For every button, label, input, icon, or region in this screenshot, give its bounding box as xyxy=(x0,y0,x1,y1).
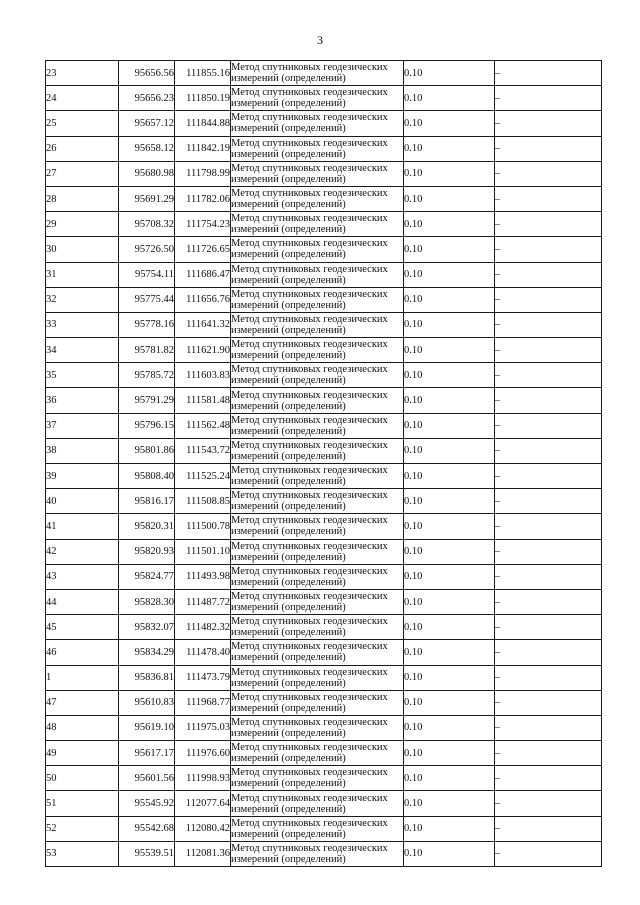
method-line-1: Метод спутниковых геодезических xyxy=(231,565,388,577)
table-row xyxy=(46,791,602,816)
method-cell xyxy=(231,212,404,237)
method-cell xyxy=(231,841,404,866)
method-cell xyxy=(231,715,404,740)
y-coordinate-cell: 111501.10 xyxy=(175,539,231,564)
y-coordinate-cell: 111782.06 xyxy=(175,186,231,211)
table-row xyxy=(46,715,602,740)
table-row xyxy=(46,438,602,463)
description-cell: – xyxy=(495,615,602,640)
method-line-1: Метод спутниковых геодезических xyxy=(231,162,388,174)
table-row xyxy=(46,514,602,539)
method-cell xyxy=(231,589,404,614)
y-coordinate-cell: 111500.78 xyxy=(175,514,231,539)
description-cell: – xyxy=(495,136,602,161)
method-line-2: измерений (определений) xyxy=(231,476,346,488)
method-line-1: Метод спутниковых геодезических xyxy=(231,62,388,74)
x-coordinate-cell: 95775.44 xyxy=(119,287,175,312)
y-coordinate-cell: 111508.85 xyxy=(175,489,231,514)
method-cell xyxy=(231,363,404,388)
table-row xyxy=(46,186,602,211)
accuracy-cell: 0.10 xyxy=(404,841,495,866)
description-cell: – xyxy=(495,791,602,816)
y-coordinate-cell: 111844.88 xyxy=(175,111,231,136)
accuracy-cell: 0.10 xyxy=(404,464,495,489)
point-number-cell: 42 xyxy=(46,539,119,564)
accuracy-cell: 0.10 xyxy=(404,186,495,211)
method-cell xyxy=(231,262,404,287)
page-number: 3 xyxy=(317,33,323,47)
description-cell: – xyxy=(495,388,602,413)
method-line-1: Метод спутниковых геодезических xyxy=(231,288,388,300)
method-line-2: измерений (определений) xyxy=(231,148,346,160)
point-number-cell: 28 xyxy=(46,186,119,211)
method-line-2: измерений (определений) xyxy=(231,98,346,110)
table-row xyxy=(46,61,602,86)
method-line-2: измерений (определений) xyxy=(231,551,346,563)
accuracy-cell: 0.10 xyxy=(404,640,495,665)
y-coordinate-cell: 111581.48 xyxy=(175,388,231,413)
point-number-cell: 44 xyxy=(46,589,119,614)
y-coordinate-cell: 111842.19 xyxy=(175,136,231,161)
method-line-2: измерений (определений) xyxy=(231,199,346,211)
method-line-1: Метод спутниковых геодезических xyxy=(231,515,388,527)
description-cell: – xyxy=(495,464,602,489)
description-cell: – xyxy=(495,539,602,564)
table-row xyxy=(46,615,602,640)
table-row xyxy=(46,841,602,866)
x-coordinate-cell: 95808.40 xyxy=(119,464,175,489)
method-line-2: измерений (определений) xyxy=(231,602,346,614)
table-row xyxy=(46,388,602,413)
method-line-1: Метод спутниковых геодезических xyxy=(231,742,388,754)
method-line-2: измерений (определений) xyxy=(231,576,346,588)
method-line-1: Метод спутниковых геодезических xyxy=(231,263,388,275)
x-coordinate-cell: 95656.56 xyxy=(119,61,175,86)
method-line-2: измерений (определений) xyxy=(231,224,346,236)
method-cell xyxy=(231,489,404,514)
y-coordinate-cell: 111473.79 xyxy=(175,665,231,690)
accuracy-cell: 0.10 xyxy=(404,312,495,337)
point-number-cell: 31 xyxy=(46,262,119,287)
method-cell xyxy=(231,816,404,841)
description-cell: – xyxy=(495,766,602,791)
description-cell: – xyxy=(495,186,602,211)
x-coordinate-cell: 95658.12 xyxy=(119,136,175,161)
description-cell: – xyxy=(495,111,602,136)
accuracy-cell: 0.10 xyxy=(404,665,495,690)
method-line-2: измерений (определений) xyxy=(231,828,346,840)
table-row xyxy=(46,413,602,438)
description-cell: – xyxy=(495,363,602,388)
y-coordinate-cell: 111478.40 xyxy=(175,640,231,665)
method-line-2: измерений (определений) xyxy=(231,803,346,815)
description-cell: – xyxy=(495,61,602,86)
method-cell xyxy=(231,237,404,262)
x-coordinate-cell: 95656.23 xyxy=(119,86,175,111)
y-coordinate-cell: 111850.19 xyxy=(175,86,231,111)
method-line-2: измерений (определений) xyxy=(231,727,346,739)
y-coordinate-cell: 111656.76 xyxy=(175,287,231,312)
x-coordinate-cell: 95601.56 xyxy=(119,766,175,791)
method-cell xyxy=(231,464,404,489)
method-line-1: Метод спутниковых геодезических xyxy=(231,414,388,426)
method-cell xyxy=(231,766,404,791)
x-coordinate-cell: 95680.98 xyxy=(119,161,175,186)
method-line-2: измерений (определений) xyxy=(231,853,346,865)
description-cell: – xyxy=(495,161,602,186)
method-line-2: измерений (определений) xyxy=(231,400,346,412)
x-coordinate-cell: 95542.68 xyxy=(119,816,175,841)
x-coordinate-cell: 95657.12 xyxy=(119,111,175,136)
description-cell: – xyxy=(495,665,602,690)
method-cell xyxy=(231,514,404,539)
y-coordinate-cell: 111603.83 xyxy=(175,363,231,388)
x-coordinate-cell: 95796.15 xyxy=(119,413,175,438)
x-coordinate-cell: 95545.92 xyxy=(119,791,175,816)
description-cell: – xyxy=(495,287,602,312)
description-cell: – xyxy=(495,312,602,337)
method-cell xyxy=(231,186,404,211)
accuracy-cell: 0.10 xyxy=(404,161,495,186)
accuracy-cell: 0.10 xyxy=(404,86,495,111)
description-cell: – xyxy=(495,237,602,262)
accuracy-cell: 0.10 xyxy=(404,237,495,262)
table-row xyxy=(46,262,602,287)
accuracy-cell: 0.10 xyxy=(404,111,495,136)
point-number-cell: 53 xyxy=(46,841,119,866)
x-coordinate-cell: 95820.93 xyxy=(119,539,175,564)
method-cell xyxy=(231,388,404,413)
y-coordinate-cell: 111726.65 xyxy=(175,237,231,262)
y-coordinate-cell: 111641.32 xyxy=(175,312,231,337)
method-line-1: Метод спутниковых геодезических xyxy=(231,465,388,477)
x-coordinate-cell: 95820.31 xyxy=(119,514,175,539)
table-row xyxy=(46,489,602,514)
method-line-1: Метод спутниковых геодезических xyxy=(231,137,388,149)
method-line-1: Метод спутниковых геодезических xyxy=(231,339,388,351)
y-coordinate-cell: 111562.48 xyxy=(175,413,231,438)
table-row xyxy=(46,312,602,337)
table-row xyxy=(46,237,602,262)
accuracy-cell: 0.10 xyxy=(404,489,495,514)
point-number-cell: 33 xyxy=(46,312,119,337)
method-line-1: Метод спутниковых геодезических xyxy=(231,792,388,804)
method-line-1: Метод спутниковых геодезических xyxy=(231,767,388,779)
description-cell: – xyxy=(495,438,602,463)
description-cell: – xyxy=(495,489,602,514)
method-line-2: измерений (определений) xyxy=(231,501,346,513)
y-coordinate-cell: 111493.98 xyxy=(175,564,231,589)
x-coordinate-cell: 95754.11 xyxy=(119,262,175,287)
accuracy-cell: 0.10 xyxy=(404,287,495,312)
y-coordinate-cell: 111855.16 xyxy=(175,61,231,86)
method-line-1: Метод спутниковых геодезических xyxy=(231,439,388,451)
point-number-cell: 43 xyxy=(46,564,119,589)
method-line-2: измерений (определений) xyxy=(231,450,346,462)
method-cell xyxy=(231,640,404,665)
description-cell: – xyxy=(495,715,602,740)
method-line-2: измерений (определений) xyxy=(231,299,346,311)
method-line-1: Метод спутниковых геодезических xyxy=(231,691,388,703)
point-number-cell: 29 xyxy=(46,212,119,237)
y-coordinate-cell: 111621.90 xyxy=(175,338,231,363)
point-number-cell: 52 xyxy=(46,816,119,841)
accuracy-cell: 0.10 xyxy=(404,791,495,816)
y-coordinate-cell: 112081.36 xyxy=(175,841,231,866)
point-number-cell: 45 xyxy=(46,615,119,640)
table-row xyxy=(46,287,602,312)
method-line-1: Метод спутниковых геодезических xyxy=(231,616,388,628)
table-row xyxy=(46,766,602,791)
description-cell: – xyxy=(495,514,602,539)
method-line-1: Метод спутниковых геодезических xyxy=(231,364,388,376)
method-cell xyxy=(231,86,404,111)
method-cell xyxy=(231,61,404,86)
table-row xyxy=(46,86,602,111)
accuracy-cell: 0.10 xyxy=(404,338,495,363)
point-number-cell: 23 xyxy=(46,61,119,86)
method-line-2: измерений (определений) xyxy=(231,324,346,336)
point-number-cell: 26 xyxy=(46,136,119,161)
x-coordinate-cell: 95785.72 xyxy=(119,363,175,388)
x-coordinate-cell: 95619.10 xyxy=(119,715,175,740)
description-cell: – xyxy=(495,589,602,614)
description-cell: – xyxy=(495,741,602,766)
table-row xyxy=(46,640,602,665)
method-line-2: измерений (определений) xyxy=(231,274,346,286)
x-coordinate-cell: 95781.82 xyxy=(119,338,175,363)
point-number-cell: 51 xyxy=(46,791,119,816)
method-line-2: измерений (определений) xyxy=(231,753,346,765)
x-coordinate-cell: 95801.86 xyxy=(119,438,175,463)
method-line-2: измерений (определений) xyxy=(231,425,346,437)
method-line-1: Метод спутниковых геодезических xyxy=(231,540,388,552)
accuracy-cell: 0.10 xyxy=(404,539,495,564)
y-coordinate-cell: 111968.77 xyxy=(175,690,231,715)
table-row xyxy=(46,136,602,161)
x-coordinate-cell: 95834.29 xyxy=(119,640,175,665)
method-line-2: измерений (определений) xyxy=(231,627,346,639)
point-number-cell: 49 xyxy=(46,741,119,766)
accuracy-cell: 0.10 xyxy=(404,262,495,287)
coordinates-table xyxy=(45,60,602,867)
method-line-2: измерений (определений) xyxy=(231,350,346,362)
method-cell xyxy=(231,413,404,438)
x-coordinate-cell: 95824.77 xyxy=(119,564,175,589)
point-number-cell: 39 xyxy=(46,464,119,489)
point-number-cell: 41 xyxy=(46,514,119,539)
x-coordinate-cell: 95610.83 xyxy=(119,690,175,715)
accuracy-cell: 0.10 xyxy=(404,816,495,841)
x-coordinate-cell: 95836.81 xyxy=(119,665,175,690)
table-row xyxy=(46,665,602,690)
method-cell xyxy=(231,564,404,589)
point-number-cell: 50 xyxy=(46,766,119,791)
method-line-1: Метод спутниковых геодезических xyxy=(231,238,388,250)
method-line-1: Метод спутниковых геодезических xyxy=(231,716,388,728)
accuracy-cell: 0.10 xyxy=(404,388,495,413)
y-coordinate-cell: 112080.42 xyxy=(175,816,231,841)
method-line-2: измерений (определений) xyxy=(231,702,346,714)
accuracy-cell: 0.10 xyxy=(404,564,495,589)
point-number-cell: 24 xyxy=(46,86,119,111)
accuracy-cell: 0.10 xyxy=(404,766,495,791)
method-line-1: Метод спутниковых геодезических xyxy=(231,389,388,401)
method-line-1: Метод спутниковых геодезических xyxy=(231,641,388,653)
accuracy-cell: 0.10 xyxy=(404,413,495,438)
description-cell: – xyxy=(495,338,602,363)
point-number-cell: 1 xyxy=(46,665,119,690)
method-line-1: Метод спутниковых геодезических xyxy=(231,188,388,200)
method-cell xyxy=(231,111,404,136)
table-row xyxy=(46,816,602,841)
x-coordinate-cell: 95828.30 xyxy=(119,589,175,614)
table-row xyxy=(46,589,602,614)
method-cell xyxy=(231,136,404,161)
method-line-2: измерений (определений) xyxy=(231,375,346,387)
y-coordinate-cell: 111482.32 xyxy=(175,615,231,640)
accuracy-cell: 0.10 xyxy=(404,690,495,715)
accuracy-cell: 0.10 xyxy=(404,136,495,161)
accuracy-cell: 0.10 xyxy=(404,212,495,237)
point-number-cell: 47 xyxy=(46,690,119,715)
y-coordinate-cell: 111798.99 xyxy=(175,161,231,186)
method-line-2: измерений (определений) xyxy=(231,778,346,790)
method-line-1: Метод спутниковых геодезических xyxy=(231,87,388,99)
method-cell xyxy=(231,690,404,715)
method-line-2: измерений (определений) xyxy=(231,123,346,135)
method-cell xyxy=(231,741,404,766)
table-row xyxy=(46,464,602,489)
method-line-2: измерений (определений) xyxy=(231,677,346,689)
point-number-cell: 37 xyxy=(46,413,119,438)
table-row xyxy=(46,690,602,715)
table-row xyxy=(46,161,602,186)
y-coordinate-cell: 111543.72 xyxy=(175,438,231,463)
x-coordinate-cell: 95539.51 xyxy=(119,841,175,866)
description-cell: – xyxy=(495,564,602,589)
method-line-1: Метод спутниковых геодезических xyxy=(231,842,388,854)
method-cell xyxy=(231,539,404,564)
y-coordinate-cell: 111525.24 xyxy=(175,464,231,489)
table-row xyxy=(46,564,602,589)
y-coordinate-cell: 111975.03 xyxy=(175,715,231,740)
method-line-2: измерений (определений) xyxy=(231,249,346,261)
table-row xyxy=(46,338,602,363)
method-cell xyxy=(231,312,404,337)
table-row xyxy=(46,212,602,237)
table-row xyxy=(46,111,602,136)
method-line-2: измерений (определений) xyxy=(231,73,346,85)
method-line-1: Метод спутниковых геодезических xyxy=(231,591,388,603)
point-number-cell: 36 xyxy=(46,388,119,413)
description-cell: – xyxy=(495,212,602,237)
point-number-cell: 40 xyxy=(46,489,119,514)
method-line-1: Метод спутниковых геодезических xyxy=(231,490,388,502)
x-coordinate-cell: 95726.50 xyxy=(119,237,175,262)
y-coordinate-cell: 111976.60 xyxy=(175,741,231,766)
point-number-cell: 27 xyxy=(46,161,119,186)
description-cell: – xyxy=(495,690,602,715)
method-line-1: Метод спутниковых геодезических xyxy=(231,313,388,325)
point-number-cell: 30 xyxy=(46,237,119,262)
method-line-2: измерений (определений) xyxy=(231,526,346,538)
y-coordinate-cell: 111686.47 xyxy=(175,262,231,287)
point-number-cell: 35 xyxy=(46,363,119,388)
point-number-cell: 34 xyxy=(46,338,119,363)
y-coordinate-cell: 111998.93 xyxy=(175,766,231,791)
accuracy-cell: 0.10 xyxy=(404,589,495,614)
accuracy-cell: 0.10 xyxy=(404,438,495,463)
description-cell: – xyxy=(495,86,602,111)
method-line-1: Метод спутниковых геодезических xyxy=(231,817,388,829)
description-cell: – xyxy=(495,640,602,665)
x-coordinate-cell: 95691.29 xyxy=(119,186,175,211)
method-line-2: измерений (определений) xyxy=(231,652,346,664)
accuracy-cell: 0.10 xyxy=(404,514,495,539)
method-cell xyxy=(231,665,404,690)
x-coordinate-cell: 95791.29 xyxy=(119,388,175,413)
point-number-cell: 48 xyxy=(46,715,119,740)
coordinates-table-body xyxy=(46,61,602,867)
x-coordinate-cell: 95617.17 xyxy=(119,741,175,766)
method-line-1: Метод спутниковых геодезических xyxy=(231,666,388,678)
method-cell xyxy=(231,161,404,186)
accuracy-cell: 0.10 xyxy=(404,741,495,766)
accuracy-cell: 0.10 xyxy=(404,61,495,86)
method-cell xyxy=(231,791,404,816)
method-line-2: измерений (определений) xyxy=(231,173,346,185)
x-coordinate-cell: 95708.32 xyxy=(119,212,175,237)
description-cell: – xyxy=(495,816,602,841)
accuracy-cell: 0.10 xyxy=(404,363,495,388)
method-cell xyxy=(231,438,404,463)
method-cell xyxy=(231,615,404,640)
point-number-cell: 46 xyxy=(46,640,119,665)
accuracy-cell: 0.10 xyxy=(404,615,495,640)
x-coordinate-cell: 95778.16 xyxy=(119,312,175,337)
x-coordinate-cell: 95816.17 xyxy=(119,489,175,514)
accuracy-cell: 0.10 xyxy=(404,715,495,740)
y-coordinate-cell: 111754.23 xyxy=(175,212,231,237)
y-coordinate-cell: 111487.72 xyxy=(175,589,231,614)
y-coordinate-cell: 112077.64 xyxy=(175,791,231,816)
point-number-cell: 38 xyxy=(46,438,119,463)
point-number-cell: 32 xyxy=(46,287,119,312)
method-line-1: Метод спутниковых геодезических xyxy=(231,213,388,225)
method-cell xyxy=(231,338,404,363)
method-cell xyxy=(231,287,404,312)
description-cell: – xyxy=(495,841,602,866)
point-number-cell: 25 xyxy=(46,111,119,136)
table-row xyxy=(46,741,602,766)
table-row xyxy=(46,363,602,388)
table-row xyxy=(46,539,602,564)
x-coordinate-cell: 95832.07 xyxy=(119,615,175,640)
description-cell: – xyxy=(495,262,602,287)
description-cell: – xyxy=(495,413,602,438)
method-line-1: Метод спутниковых геодезических xyxy=(231,112,388,124)
